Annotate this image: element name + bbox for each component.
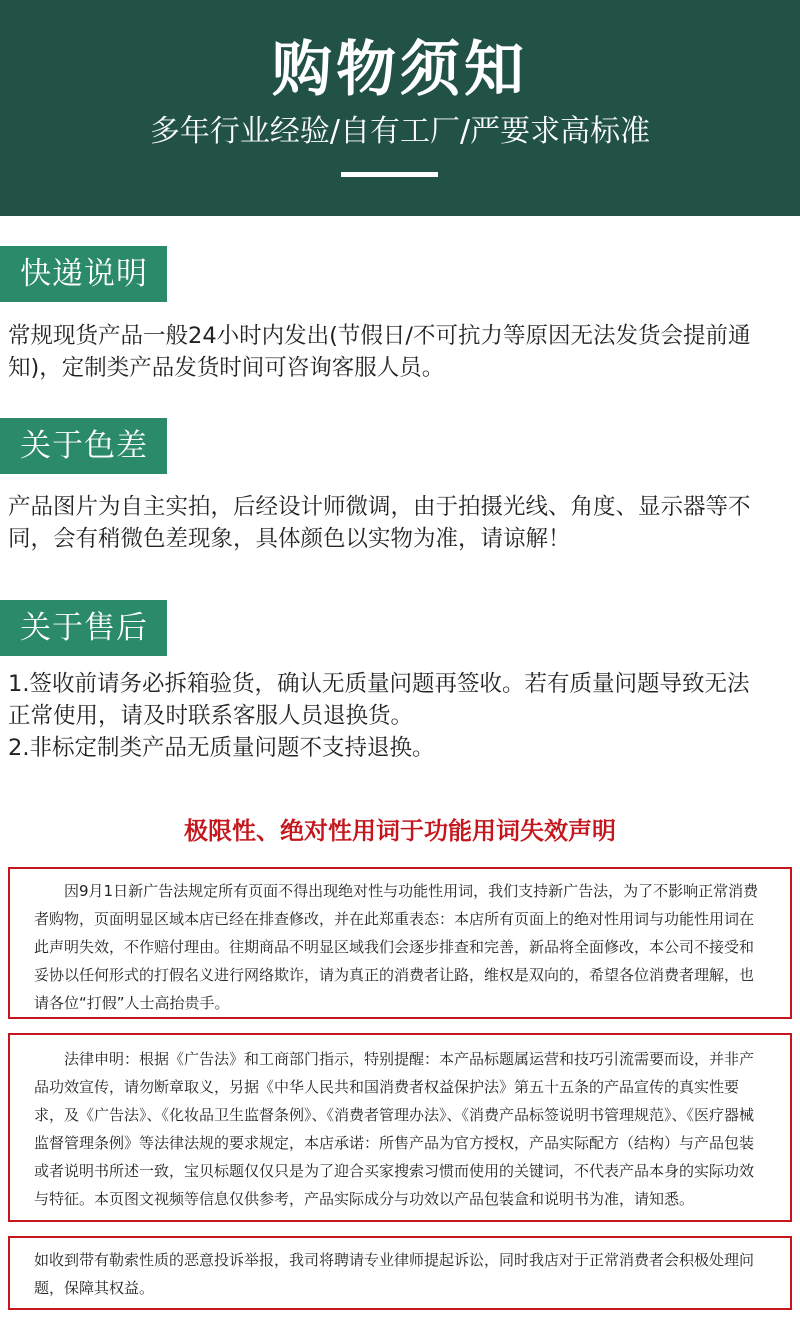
page-subtitle: 多年行业经验/自有工厂/严要求高标准 xyxy=(149,114,651,149)
text-line: 正常使用，请及时联系客服人员退换货。 xyxy=(8,703,414,729)
disclaimer-box-3 xyxy=(8,1236,792,1310)
section-tag-color: 关于色差 xyxy=(0,418,167,474)
header-divider xyxy=(341,172,438,177)
complaint-notice-text: 如收到带有勒索性质的恶意投诉举报，我司将聘请专业律师提起诉讼，同时我店对于正常消费者会积极处理问题，保障其权益。 xyxy=(34,1251,755,1297)
disclaimer-title: 极限性、绝对性用词于功能用词失效声明 xyxy=(184,817,616,845)
disclaimer-box-2 xyxy=(8,1033,792,1222)
text-line: 2.非标定制类产品无质量问题不支持退换。 xyxy=(8,735,435,761)
section-tag-shipping: 快递说明 xyxy=(0,246,167,302)
legal-statement-text: 法律申明：根据《广告法》和工商部门指示，特别提醒：本产品标题属运营和技巧引流需要而设，并非产品功效宣传，请勿断章取义，另据《中华人民共和国消费者权益保护法》第五十五条的产品宣传的真实性要求，及《广告法》、《化妆品卫生监督条例》、《消费者管理办法》、《消费产品标签说明书管理规范》、《医疗器械监督管理条例》等法律法规的要求规定，本店承诺：所售产品为官方授权，产品实际配方（结构）与产品包装或者说明书所述一致，宝贝标题仅仅只是为了迎合买家搜索习惯而使用的关键词，不代表产品本身的实际功效与特征。本页图文视频等信息仅供参考，产品实际成分与功效以产品包装盒和说明书为准，请知悉。 xyxy=(34,1050,755,1208)
disclaimer-text: 因9月1日新广告法规定所有页面不得出现绝对性与功能性用词，我们支持新广告法，为了不影响正常消费者购物，页面明显区域本店已经在排查修改，并在此郑重表态：本店所有页面上的绝对性用词与功能性用词在此声明失效，不作赔付理由。往期商品不明显区域我们会逐步排查和完善，新品将全面修改，本公司不接受和妥协以任何形式的打假名义进行网络欺诈，请为真正的消费者让路，维权是双向的，希望各位消费者理解，也请各位“打假”人士高抬贵手。 xyxy=(34,882,759,1012)
disclaimer-box-1 xyxy=(8,867,792,1019)
section-tag-aftersales: 关于售后 xyxy=(0,600,167,656)
page-title: 购物须知 xyxy=(272,35,528,105)
text-line: 1.签收前请务必拆箱验货，确认无质量问题再签收。若有质量问题导致无法 xyxy=(8,671,750,697)
section-text-color xyxy=(8,491,796,555)
text-line: 知)，定制类产品发货时间可咨询客服人员。 xyxy=(8,355,445,381)
text-line: 产品图片为自主实拍，后经设计师微调，由于拍摄光线、角度、显示器等不 xyxy=(8,494,751,520)
section-text-aftersales xyxy=(8,668,796,764)
text-line: 同，会有稍微色差现象，具体颜色以实物为准，请谅解！ xyxy=(8,526,571,552)
section-text-shipping xyxy=(8,320,796,384)
page-header xyxy=(0,0,800,216)
text-line: 常规现货产品一般24小时内发出(节假日/不可抗力等原因无法发货会提前通 xyxy=(8,323,751,349)
